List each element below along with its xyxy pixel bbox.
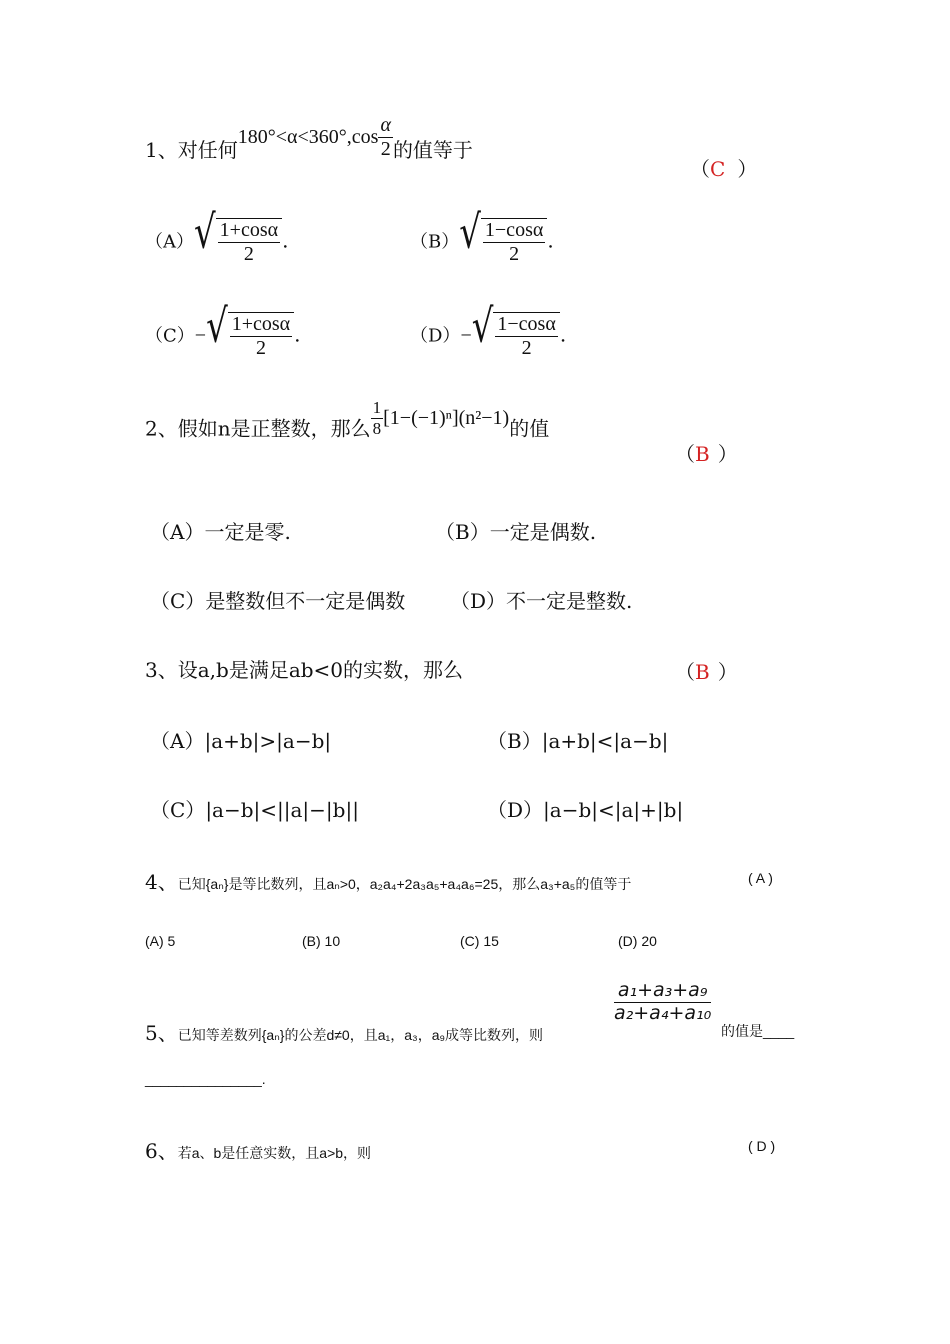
q5-fraction (614, 980, 711, 1025)
q1-answer-bracket (690, 153, 757, 182)
q2-option-c (150, 585, 405, 614)
q1-option-d (410, 299, 567, 360)
q2-option-b (435, 516, 596, 545)
q1-option-end: . (559, 322, 567, 347)
q3-answer: B (695, 660, 710, 684)
q1-condition: 180°<α<360°,cos (237, 126, 379, 148)
q3-option-d (487, 794, 683, 823)
sqrt-icon: √ (459, 205, 481, 260)
q1-option-end: . (294, 322, 301, 347)
q1-sqrt (206, 299, 294, 360)
q4-answer: ( A ) (748, 870, 773, 886)
q2-expression: [1−(−1)ⁿ](n²−1) (383, 406, 510, 429)
q5-frac-den: a₂+a₄+a₁₀ (614, 1001, 712, 1024)
q1-frac-den: 2 (378, 137, 393, 161)
q2-stem (145, 398, 550, 450)
q3-lead: 设a,b是满足ab<0的实数，那么 (177, 658, 464, 682)
q1-option-label: （D） (410, 325, 461, 347)
q1-answer: C (710, 157, 726, 181)
q1-sqrt (459, 205, 547, 266)
q6-text: 若a、b是任意实数，且a>b，则 (177, 1145, 372, 1161)
q3-option-text: |a+b|<|a−b| (541, 729, 669, 753)
q1-option-label: （B） (410, 231, 460, 253)
q2-open-paren: （ (675, 442, 695, 466)
q2-frac-num: 1 (372, 398, 382, 417)
q1-option-num: 1−cosα (484, 219, 544, 241)
q1-option-num: 1−cosα (497, 313, 556, 335)
q5-stem (145, 1017, 543, 1046)
q3-option-text: |a−b|<|a|+|b| (543, 798, 684, 822)
q1-option-b (410, 205, 554, 266)
q2-option-label: （D） (450, 589, 507, 613)
sqrt-icon: √ (206, 299, 228, 354)
q3-answer-bracket (675, 656, 738, 685)
q1-option-den: 2 (255, 337, 266, 359)
q1-stem (145, 114, 473, 175)
q4-stem (145, 866, 631, 895)
q2-lead: 假如n是正整数，那么 (177, 416, 371, 441)
q1-option-den: 2 (509, 243, 520, 265)
q3-option-b (487, 725, 668, 754)
q3-close-paren: ） (717, 660, 738, 684)
q6-answer: ( D ) (748, 1138, 776, 1154)
q2-option-a (150, 516, 291, 545)
q6-number: 6、 (145, 1139, 178, 1163)
q2-option-text: 一定是零. (204, 520, 291, 544)
q4-number: 4、 (145, 870, 178, 894)
q1-option-end: . (547, 228, 554, 253)
q5-tail: 的值是____ (721, 1023, 795, 1039)
q1-option-sign: − (194, 324, 207, 347)
q2-option-text: 不一定是整数. (506, 589, 633, 613)
q4-option-a: (A) 5 (145, 933, 176, 949)
q1-number: 1、 (145, 138, 178, 162)
q2-option-label: （B） (435, 520, 490, 544)
q2-frac-den: 8 (372, 418, 382, 438)
q3-number: 3、 (145, 658, 178, 682)
q3-option-label: （D） (487, 798, 544, 822)
q1-open-paren: （ (690, 157, 710, 181)
q3-stem (145, 654, 463, 683)
q5-number: 5、 (145, 1021, 178, 1045)
q1-option-num: 1+cosα (231, 313, 291, 335)
q1-close-paren: ） (737, 157, 758, 181)
q2-close-paren: ） (717, 442, 738, 466)
q2-option-text: 一定是偶数. (489, 520, 597, 544)
q1-frac-num: α (380, 114, 391, 136)
q2-tail: 的值 (509, 416, 550, 441)
q3-option-label: （B） (487, 729, 542, 753)
q5-answer-blank: _______________. (145, 1071, 266, 1087)
q1-lead: 对任何 (177, 138, 238, 162)
q2-fraction (371, 398, 384, 438)
q3-open-paren: （ (675, 660, 695, 684)
q1-option-label: （A） (145, 231, 194, 253)
q1-option-label: （C） (145, 325, 195, 347)
q4-option-d: (D) 20 (618, 933, 657, 949)
q3-option-text: |a−b|<||a|−|b|| (205, 798, 359, 822)
q1-option-num: 1+cosα (219, 219, 279, 241)
q6-stem (145, 1135, 371, 1164)
q1-tail: 的值等于 (392, 138, 473, 162)
q1-option-a (145, 205, 289, 266)
q5-text: 已知等差数列{aₙ}的公差d≠0，且a₁，a₃，a₉成等比数列，则 (177, 1027, 544, 1043)
q3-option-label: （A） (150, 729, 205, 753)
q1-sqrt (471, 299, 560, 360)
q2-number: 2、 (145, 416, 178, 441)
q4-option-c: (C) 15 (460, 933, 499, 949)
q2-option-text: 是整数但不一定是偶数 (205, 589, 406, 613)
q5-frac-num: a₁+a₃+a₉ (614, 980, 711, 1003)
q1-option-c (145, 299, 301, 360)
q2-answer-bracket (675, 438, 738, 467)
q1-sqrt (194, 205, 282, 266)
q1-half-angle-fraction (378, 114, 393, 161)
q3-option-label: （C） (150, 798, 206, 822)
q1-option-den: 2 (521, 337, 532, 359)
q4-option-b: (B) 10 (302, 933, 341, 949)
q2-answer: B (695, 442, 710, 466)
sqrt-icon: √ (194, 205, 216, 260)
q1-option-end: . (282, 228, 289, 253)
q2-option-d (450, 585, 632, 614)
q3-option-a (150, 725, 331, 754)
q1-option-den: 2 (243, 243, 254, 265)
q2-option-label: （C） (150, 589, 206, 613)
q4-text: 已知{aₙ}是等比数列，且aₙ>0，a₂a₄+2a₃a₅+a₄a₆=25，那么a₃+a₅的值等于 (177, 876, 632, 892)
sqrt-icon: √ (471, 299, 494, 354)
q3-option-text: |a+b|>|a−b| (204, 729, 332, 753)
q3-option-c (150, 794, 359, 823)
q2-option-label: （A） (150, 520, 205, 544)
q1-option-sign: − (460, 324, 472, 347)
